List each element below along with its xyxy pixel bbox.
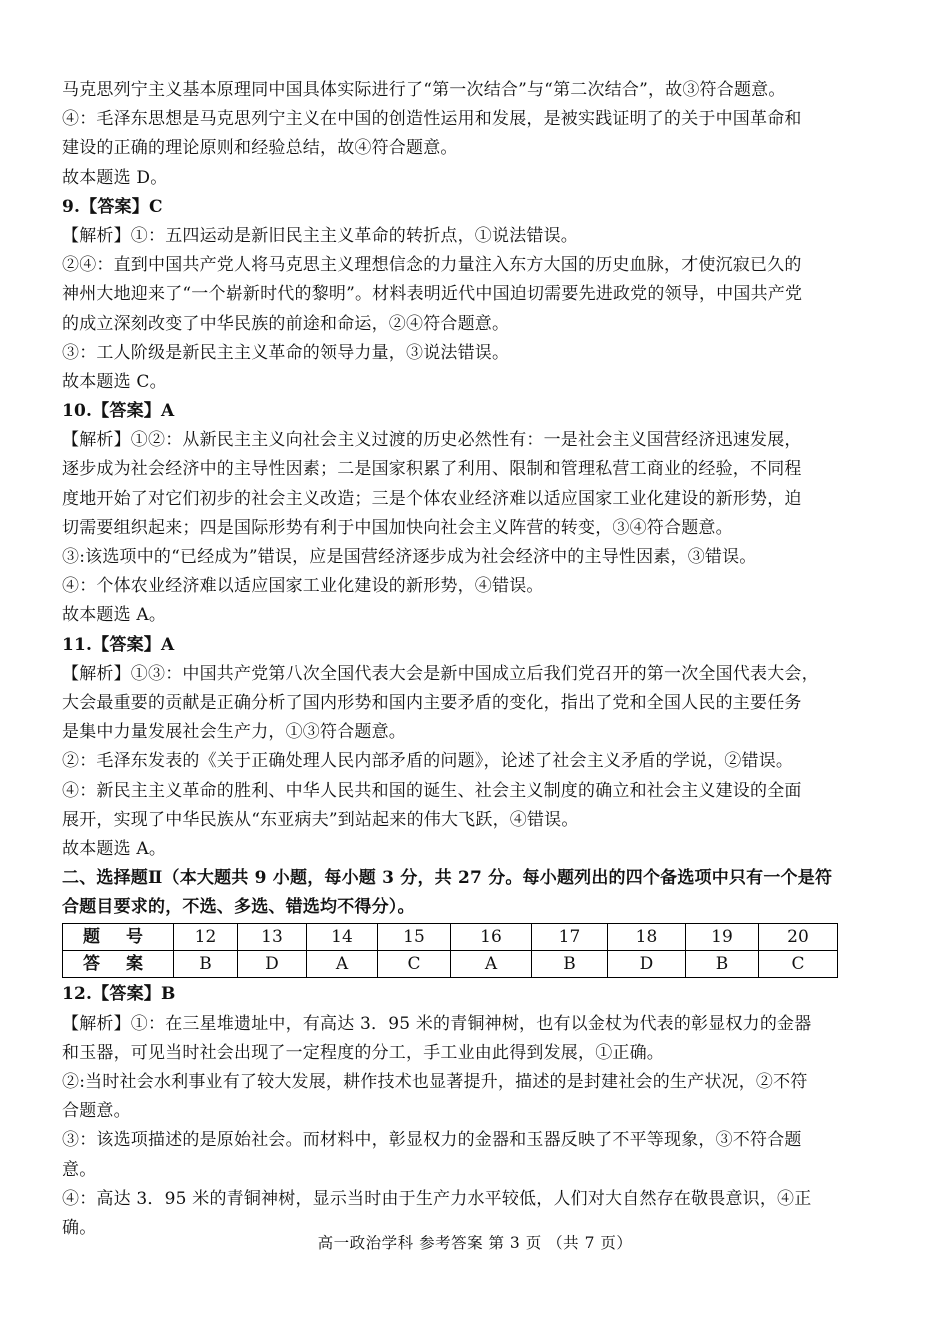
answer-heading: 12.【答案】B: [62, 984, 176, 1005]
continued-explanation: [62, 76, 892, 193]
text-line: 【解析】①：在三星堆遗址中，有高达 3．95 米的青铜神树，也有以金杖为代表的彰显权力的金器: [62, 1013, 812, 1034]
question-10: [62, 397, 892, 631]
question-number-row: [63, 924, 838, 951]
text-line: 合题意。: [62, 1101, 131, 1122]
text-line: 故本题选 C。: [62, 371, 167, 392]
text-line: ②：毛泽东发表的《关于正确处理人民内部矛盾的问题》，论述了社会主义矛盾的学说，②错误。: [62, 751, 794, 772]
answer-cell: D: [608, 951, 686, 978]
text-line: ③：该选项描述的是原始社会。而材料中，彰显权力的金器和玉器反映了不平等现象，③不符合题: [62, 1130, 802, 1151]
question-number: 12: [174, 924, 238, 951]
question-9: [62, 193, 892, 397]
text-line: ④：个体农业经济难以适应国家工业化建设的新形势，④错误。: [62, 576, 544, 597]
text-line: ④：毛泽东思想是马克思列宁主义在中国的创造性运用和发展，是被实践证明了的关于中国革命和: [62, 109, 802, 130]
question-number: 16: [451, 924, 532, 951]
answer-cell: B: [532, 951, 608, 978]
answer-cell: D: [238, 951, 307, 978]
text-line: ②④：直到中国共产党人将马克思主义理想信念的力量注入东方大国的历史血脉，才使沉寂已久的: [62, 255, 802, 276]
question-number: 19: [686, 924, 759, 951]
text-line: 意。: [62, 1159, 97, 1180]
answer-heading: 11.【答案】A: [62, 634, 175, 655]
text-line: 神州大地迎来了“一个崭新时代的黎明”。材料表明近代中国迫切需要先进政党的领导，中国共产党: [62, 284, 803, 305]
text-line: 故本题选 A。: [62, 605, 167, 626]
question-number: 15: [378, 924, 451, 951]
answer-heading: 9.【答案】C: [62, 196, 163, 217]
answer-cell: C: [378, 951, 451, 978]
text-line: ④：新民主主义革命的胜利、中华人民共和国的诞生、社会主义制度的确立和社会主义建设的全面: [62, 780, 802, 801]
section-2-heading: [62, 864, 892, 922]
text-line: 是集中力量发展社会生产力，①③符合题意。: [62, 722, 406, 743]
answer-cell: A: [451, 951, 532, 978]
answer-table: [62, 923, 838, 978]
question-number: 20: [759, 924, 838, 951]
text-line: 【解析】①②：从新民主主义向社会主义过渡的历史必然性有：一是社会主义国营经济迅速发展，: [62, 430, 802, 451]
question-number: 18: [608, 924, 686, 951]
text-line: 展开，实现了中华民族从“东亚病夫”到站起来的伟大飞跃，④错误。: [62, 809, 579, 830]
answer-row: [63, 951, 838, 978]
question-11: [62, 631, 892, 865]
answer-cell: C: [759, 951, 838, 978]
page-footer: 高一政治学科 参考答案 第 3 页 （共 7 页）: [317, 1234, 633, 1252]
text-line: 【解析】①：五四运动是新旧民主主义革命的转折点，①说法错误。: [62, 225, 578, 246]
text-line: ④：高达 3．95 米的青铜神树，显示当时由于生产力水平较低，人们对大自然存在敬畏意识，④正: [62, 1188, 812, 1209]
text-line: 和玉器，可见当时社会出现了一定程度的分工，手工业由此得到发展，①正确。: [62, 1042, 664, 1063]
text-line: 确。: [62, 1217, 97, 1238]
text-line: 建设的正确的理论原则和经验总结，故④符合题意。: [62, 138, 458, 159]
answer-cell: A: [307, 951, 378, 978]
question-number: 17: [532, 924, 608, 951]
section-title-line: 二、选择题Ⅱ（本大题共 9 小题，每小题 3 分，共 27 分。每小题列出的四个备选项中只有一个是符: [62, 868, 833, 889]
text-line: ②:当时社会水利事业有了较大发展，耕作技术也显著提升，描述的是封建社会的生产状况，②不符: [62, 1072, 808, 1092]
text-line: 故本题选 A。: [62, 838, 167, 859]
answer-heading: 10.【答案】A: [62, 401, 175, 422]
text-line: 度地开始了对它们初步的社会主义改造；三是个体农业经济难以适应国家工业化建设的新形势，迫: [62, 488, 802, 509]
text-line: 切需要组织起来；四是国际形势有利于中国加快向社会主义阵营的转变，③④符合题意。: [62, 517, 733, 538]
text-line: ③:该选项中的“已经成为”错误，应是国营经济逐步成为社会经济中的主导性因素，③错误。: [62, 547, 757, 567]
question-12: [62, 980, 892, 1243]
text-line: 故本题选 D。: [62, 167, 168, 188]
text-line: 的成立深刻改变了中华民族的前途和命运，②④符合题意。: [62, 313, 510, 334]
text-line: 大会最重要的贡献是正确分析了国内形势和国内主要矛盾的变化，指出了党和全国人民的主要任务: [62, 692, 802, 713]
text-line: 【解析】①③：中国共产党第八次全国代表大会是新中国成立后我们党召开的第一次全国代表大会，: [62, 663, 819, 684]
question-number: 13: [238, 924, 307, 951]
answer-page: [62, 76, 892, 1243]
answer-cell: B: [686, 951, 759, 978]
question-number: 14: [307, 924, 378, 951]
text-line: 逐步成为社会经济中的主导性因素；二是国家积累了利用、限制和管理私营工商业的经验，不同程: [62, 459, 802, 480]
section-title-line: 合题目要求的，不选、多选、错选均不得分）。: [62, 897, 415, 918]
row-label: 题 号: [63, 924, 174, 951]
text-line: 马克思列宁主义基本原理同中国具体实际进行了“第一次结合”与“第二次结合”，故③符合题意。: [62, 80, 786, 100]
text-line: ③：工人阶级是新民主主义革命的领导力量，③说法错误。: [62, 342, 510, 363]
row-label: 答 案: [63, 951, 174, 978]
answer-cell: B: [174, 951, 238, 978]
